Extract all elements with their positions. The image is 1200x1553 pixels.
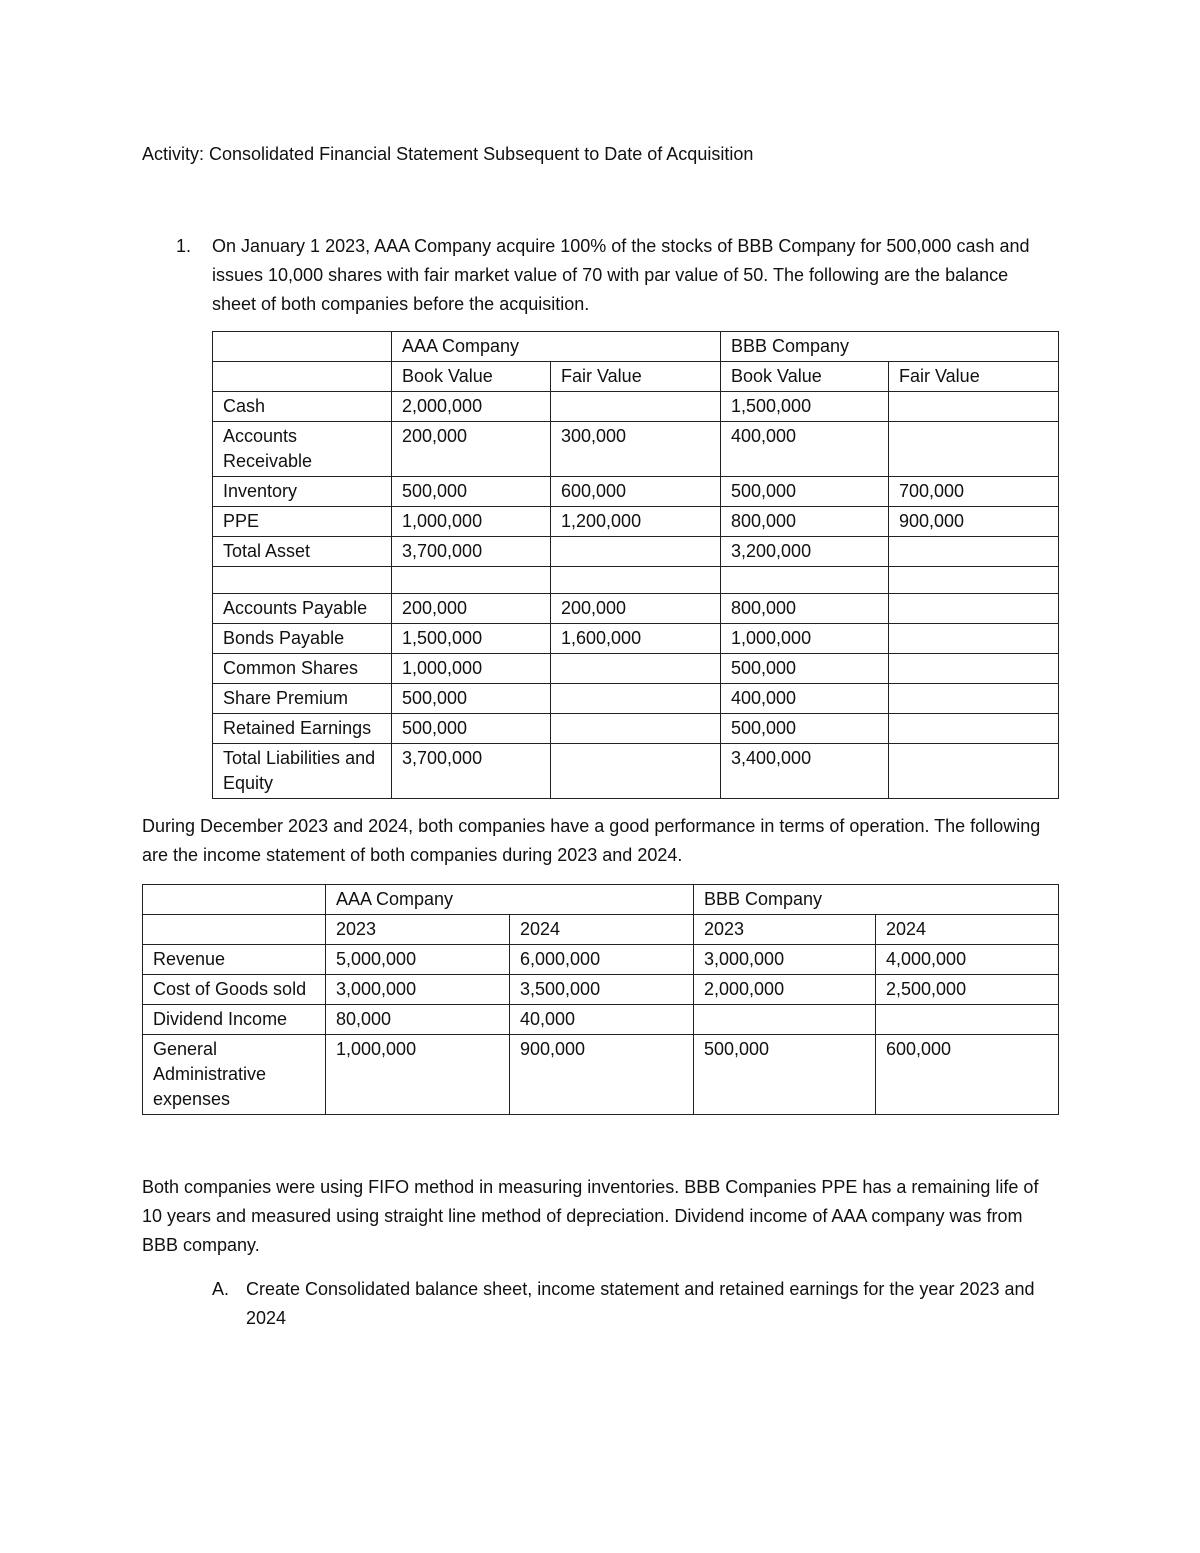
balance-sheet-cell: 500,000: [721, 654, 889, 684]
balance-sheet-cell: 500,000: [392, 477, 551, 507]
question-number: 1.: [176, 236, 192, 256]
income-statement-row: [143, 975, 1059, 1005]
balance-sheet-cell: 1,000,000: [392, 654, 551, 684]
balance-sheet-cell: 3,700,000: [392, 537, 551, 567]
balance-sheet-cell: [551, 567, 721, 594]
balance-sheet-cell: 1,200,000: [551, 507, 721, 537]
balance-sheet-cell: 2,000,000: [392, 392, 551, 422]
balance-sheet-cell: [721, 567, 889, 594]
balance-sheet-header-cell: AAA Company: [392, 332, 721, 362]
balance-sheet-row-label: Common Shares: [213, 654, 392, 684]
paragraph-income-intro: During December 2023 and 2024, both companies have a good performance in terms of operation. The following are the income statement of both companies during 2023 and 2024.: [142, 816, 1041, 865]
income-statement-cell: 3,000,000: [326, 975, 510, 1005]
income-statement-cell: 40,000: [510, 1005, 694, 1035]
balance-sheet-cell: [551, 714, 721, 744]
balance-sheet-cell: 900,000: [889, 507, 1059, 537]
balance-sheet-cell: [392, 567, 551, 594]
question-1: [176, 232, 1056, 319]
balance-sheet-cell: 1,500,000: [721, 392, 889, 422]
income-statement-row: [143, 1005, 1059, 1035]
income-statement-cell: 900,000: [510, 1035, 694, 1115]
income-statement-header-cell: 2023: [694, 915, 876, 945]
balance-sheet-cell: [889, 537, 1059, 567]
income-statement-header-company: [143, 885, 1059, 915]
balance-sheet-row-label: Cash: [213, 392, 392, 422]
income-statement-cell: [694, 1005, 876, 1035]
part-a: [212, 1275, 1052, 1333]
income-statement-header-cell: AAA Company: [326, 885, 694, 915]
income-statement-header-cell: [143, 885, 326, 915]
balance-sheet-cell: [889, 714, 1059, 744]
balance-sheet-row: [213, 624, 1059, 654]
balance-sheet-header-cell: Book Value: [392, 362, 551, 392]
balance-sheet-cell: 1,500,000: [392, 624, 551, 654]
balance-sheet-header-columns: [213, 362, 1059, 392]
income-statement-cell: [876, 1005, 1059, 1035]
balance-sheet-cell: 3,400,000: [721, 744, 889, 799]
balance-sheet-row-label: PPE: [213, 507, 392, 537]
balance-sheet-cell: 400,000: [721, 684, 889, 714]
balance-sheet-header-cell: [213, 332, 392, 362]
balance-sheet-row-label: Accounts Payable: [213, 594, 392, 624]
balance-sheet-cell: [551, 744, 721, 799]
income-statement-cell: 6,000,000: [510, 945, 694, 975]
income-statement-cell: 5,000,000: [326, 945, 510, 975]
balance-sheet-cell: 3,700,000: [392, 744, 551, 799]
income-statement-header-cell: 2023: [326, 915, 510, 945]
balance-sheet-cell: 300,000: [551, 422, 721, 477]
balance-sheet-row: [213, 594, 1059, 624]
income-statement-row: [143, 1035, 1059, 1115]
income-statement-table: [142, 884, 1059, 1115]
page-title: Activity: Consolidated Financial Statement Subsequent to Date of Acquisition: [142, 144, 754, 164]
balance-sheet-cell: [889, 567, 1059, 594]
income-statement-cell: 2,000,000: [694, 975, 876, 1005]
income-statement-row-label: Dividend Income: [143, 1005, 326, 1035]
balance-sheet-row: [213, 714, 1059, 744]
balance-sheet-header-cell: [213, 362, 392, 392]
balance-sheet-row: [213, 567, 1059, 594]
balance-sheet-cell: [889, 684, 1059, 714]
balance-sheet-cell: [889, 392, 1059, 422]
balance-sheet-cell: [889, 654, 1059, 684]
part-a-label: A.: [212, 1279, 230, 1299]
balance-sheet-row: [213, 507, 1059, 537]
balance-sheet-row: [213, 422, 1059, 477]
balance-sheet-row-label: Total Asset: [213, 537, 392, 567]
balance-sheet-row-label: Inventory: [213, 477, 392, 507]
balance-sheet-cell: [551, 654, 721, 684]
balance-sheet-cell: 200,000: [551, 594, 721, 624]
balance-sheet-cell: 200,000: [392, 422, 551, 477]
balance-sheet-row-label: Accounts Receivable: [213, 422, 392, 477]
balance-sheet-row: [213, 392, 1059, 422]
balance-sheet-cell: 800,000: [721, 594, 889, 624]
balance-sheet-row: [213, 744, 1059, 799]
balance-sheet-cell: 500,000: [392, 714, 551, 744]
balance-sheet-header-cell: Book Value: [721, 362, 889, 392]
balance-sheet-cell: 700,000: [889, 477, 1059, 507]
balance-sheet-cell: 1,000,000: [721, 624, 889, 654]
income-statement-header-columns: [143, 915, 1059, 945]
balance-sheet-row-label: [213, 567, 392, 594]
income-statement-cell: 3,500,000: [510, 975, 694, 1005]
balance-sheet-cell: [889, 422, 1059, 477]
balance-sheet-row: [213, 477, 1059, 507]
income-statement-header-cell: 2024: [876, 915, 1059, 945]
balance-sheet-cell: 200,000: [392, 594, 551, 624]
income-statement-header-cell: [143, 915, 326, 945]
balance-sheet-cell: 500,000: [721, 477, 889, 507]
balance-sheet-header-cell: Fair Value: [889, 362, 1059, 392]
income-statement-row-label: Revenue: [143, 945, 326, 975]
income-statement-cell: 80,000: [326, 1005, 510, 1035]
balance-sheet-cell: 1,600,000: [551, 624, 721, 654]
income-statement-header-cell: BBB Company: [694, 885, 1059, 915]
income-statement-header-cell: 2024: [510, 915, 694, 945]
balance-sheet-row-label: Share Premium: [213, 684, 392, 714]
balance-sheet-cell: 1,000,000: [392, 507, 551, 537]
balance-sheet-cell: [889, 594, 1059, 624]
balance-sheet-cell: [889, 744, 1059, 799]
income-statement-cell: 3,000,000: [694, 945, 876, 975]
balance-sheet-cell: 800,000: [721, 507, 889, 537]
balance-sheet-cell: 600,000: [551, 477, 721, 507]
balance-sheet-cell: 400,000: [721, 422, 889, 477]
balance-sheet-row: [213, 684, 1059, 714]
balance-sheet-cell: [551, 537, 721, 567]
balance-sheet-cell: [889, 624, 1059, 654]
income-statement-row-label: General Administrative expenses: [143, 1035, 326, 1115]
balance-sheet-row-label: Bonds Payable: [213, 624, 392, 654]
balance-sheet-cell: [551, 392, 721, 422]
question-text: On January 1 2023, AAA Company acquire 100% of the stocks of BBB Company for 500,000 cash and issues 10,000 shares with fair market value of 70 with par value of 50. The following are the balance sheet of both companies before the acquisition.: [212, 236, 1030, 314]
balance-sheet-row-label: Retained Earnings: [213, 714, 392, 744]
income-statement-cell: 600,000: [876, 1035, 1059, 1115]
balance-sheet-header-cell: BBB Company: [721, 332, 1059, 362]
income-statement-row-label: Cost of Goods sold: [143, 975, 326, 1005]
balance-sheet-cell: 500,000: [721, 714, 889, 744]
balance-sheet-cell: 500,000: [392, 684, 551, 714]
paragraph-notes: Both companies were using FIFO method in measuring inventories. BBB Companies PPE has a remaining life of 10 years and measured using straight line method of depreciation. Dividend income of AAA company was from BBB company.: [142, 1177, 1039, 1255]
income-statement-row: [143, 945, 1059, 975]
balance-sheet-row: [213, 654, 1059, 684]
part-a-text: Create Consolidated balance sheet, income statement and retained earnings for the year 2023 and 2024: [246, 1279, 1035, 1328]
income-statement-cell: 1,000,000: [326, 1035, 510, 1115]
balance-sheet-row: [213, 537, 1059, 567]
balance-sheet-cell: [551, 684, 721, 714]
balance-sheet-row-label: Total Liabilities and Equity: [213, 744, 392, 799]
balance-sheet-table: [212, 331, 1059, 799]
balance-sheet-header-company: [213, 332, 1059, 362]
income-statement-cell: 2,500,000: [876, 975, 1059, 1005]
balance-sheet-header-cell: Fair Value: [551, 362, 721, 392]
income-statement-cell: 500,000: [694, 1035, 876, 1115]
income-statement-cell: 4,000,000: [876, 945, 1059, 975]
balance-sheet-cell: 3,200,000: [721, 537, 889, 567]
